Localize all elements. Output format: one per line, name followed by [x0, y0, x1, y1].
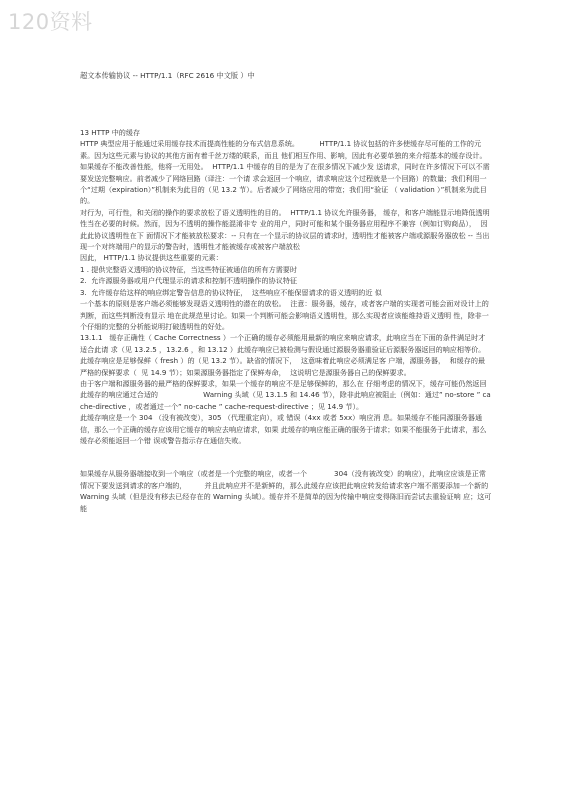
- paragraph: 此缓存响应是一个 304 （没有被改变），305 （代理重定向），或 错误（4xx 或者 5xx）响应消 息。如果缓存不能同源服务器通信，那么一个正确的缓存应该用它缓存的响应去响应请求，如果 此缓存的响应能正确的服务于请求；如果不能服务于此请求，那么缓存必须能返回一个错 误或警告指示存在通信失败。: [80, 413, 487, 445]
- paragraph: 如果缓存不能改善性能，他将一无用处。 HTTP/1.1 中缓存的目的是为了在很多情况下减少发 送请求，同时在许多情况下可以不需要发送完整响应。前者减少了网络回路（译注：一个请 求会返回一个响应，请求响应这个过程就是一个回路）的数量；我们利用一个“过期（expiration）”机制来为此目的（见 13.2 节）。后者减少了网络应用的带宽；我们用“验证 （ validation ）”机制来为此目的。: [80, 162, 490, 206]
- document-title: 超文本传输协议 -- HTTP/1.1（RFC 2616 中文版 ）中: [80, 71, 255, 80]
- paragraph: 因此， HTTP/1.1 协议提供这些重要的元素：: [80, 253, 223, 263]
- list-item: 2. 允许源服务器或用户代理显示的请求和控制不透明操作的协议特征: [80, 276, 297, 286]
- paragraph: 由于客户端和源服务器的最严格的保鲜要求，如果一个缓存的响应不是足够保鲜的，那么在 仔细考虑的情况下，缓存可能仍然返回此缓存的响应通过合适的 Warning 头域（见 13.1.5 和 14.46 节），除非此响应被阻止（例如：通过” no-store ” cache-directive ，或者通过一个” no-cache ” cache-request-directive ；见 14.9 节）。: [80, 378, 491, 411]
- paragraph: HTTP 典型应用于能通过采用缓存技术而提高性能的分布式信息系统。 HTTP/1.1 协议包括的许多使缓存尽可能的工作的元素。因为这些元素与协议的其他方面有着千丝万缕的联系，而且 他们相互作用、影响，因此有必要单独的来介绍基本的缓存设计。: [80, 139, 487, 160]
- paragraph: 如果缓存从服务器端接收到一个响应（或者是一个完整的响应，或者一个 304（没有被改变）的响应），此响应应该是正常情况下要发送到请求的客户端的， 并且此响应并不是新鲜的，那么此缓存应该把此响应转发给请求客户端不需要添加一个新的 Warning 头域（但是没有移去已经存在的 Warning 头域）。缓存并不是简单的因为传输中响应变得陈旧而尝试去重验证响 应；这可能: [80, 469, 518, 513]
- document-body: [80, 127, 518, 514]
- paragraph: 13.1.1 缓存正确性（ Cache Correctness ）一个正确的缓存必须能用最新的响应来响应请求，此响应当在下面的条件满足时才适合此请 求（见 13.2.5 ，13.2.6 ，和 13.12 ）此缓存响应已被检测与假设通过源服务器重验证后源服务器返回的响应相等价。此缓存响应是足够保鲜（ fresh ）的（见 13.2 节）。缺省的情况下， 这意味着此响应必须满足客 户端，源服务器， 和缓存的最严格的保鲜要求（ 见 14.9 节）；如果源服务器指定了保鲜寿命， 这说明它是源服务器自己的保鲜要求。: [80, 333, 486, 377]
- list-item: 3. 允许缓存给这样的响应绑定警告信息的协议特征， 这些响应不能保留请求的语义透明的近 似: [80, 287, 382, 297]
- paragraph-gap: [80, 446, 492, 468]
- paragraph: 一个基本的原则是客户端必须能够发现语义透明性的潜在的放松。 注意：服务器，缓存，或者客户端的实现者可能会面对设计上的判断，而这些判断没有显示 地在此规范里讨论。如果一个判断可能会影响语义透明性，那么实现者应该能维持语义透明 性，除非一个仔细的完整的分析能说明打破透明性的好处。: [80, 299, 489, 331]
- section-heading: 13 HTTP 中的缓存: [80, 128, 141, 137]
- list-item: 1 . 提供完整语义透明的协议特征，当这些特征被通信的所有方需要时: [80, 264, 297, 274]
- watermark: 120资料: [8, 10, 93, 34]
- paragraph: 对行为，可行性，和关闭的操作的要求放松了语义透明性的目的。 HTTP/1.1 协议允许服务器， 缓存，和客户端能显示地降低透明性当在必要的时候。然而，因为不透明的操作能混淆非专 业的用户，同时可能和某个服务器应用程序不兼容（例如订购商品）， 因此此协议透明性在下 面情况下才能被放松要求：-- 只有在一个显示的协议层的请求时，透明性才能被客户端或源服务器放松 -- 当出现一个对终端用户的显示的警告时，透明性才能被缓存或被客户端放松: [80, 207, 490, 252]
